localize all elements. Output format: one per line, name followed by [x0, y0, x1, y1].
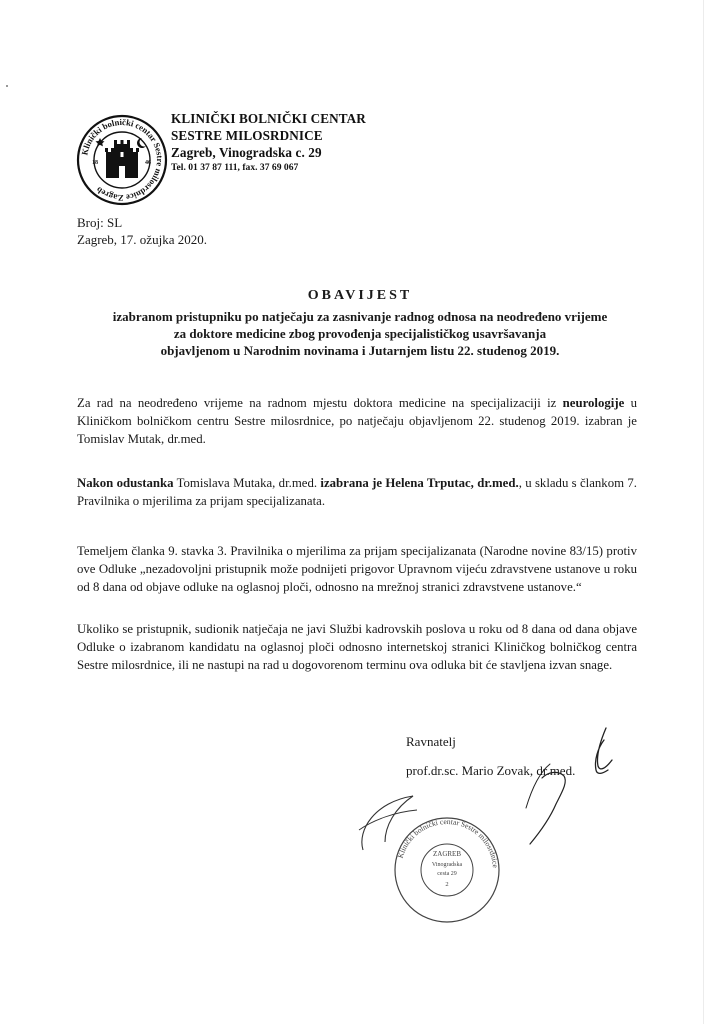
logo-year-left: 18 — [92, 160, 98, 166]
svg-text:Klinički bolnički centar Sestr — [396, 817, 500, 869]
document-subheading — [70, 308, 650, 359]
paragraph-appeal: Temeljem članka 9. stavka 3. Pravilnika o mjerilima za prijam specijalizanata (Narodne novine 83/15) protiv ove Odluke „nezadovoljni pristupnik može podnijeti prigovor Upravnom vijeću zdravstvene ustanove u roku od 8 dana od objave odluke na oglasnoj ploči, odnosno na mrežnoj stranici zdravstvene ustanove.“ — [77, 544, 637, 594]
stamp-number: 2 — [445, 881, 449, 888]
paragraph-text: , u skladu s člankom 7. Pravilnika o mjerilima za prijam specijalizanata. — [77, 476, 637, 508]
logo-year-right: 46 — [145, 160, 151, 166]
paragraph-selection — [77, 394, 637, 448]
reference-block — [77, 214, 207, 248]
paragraph-text: u Kliničkom bolničkom centru Sestre milosrdnice, po natječaju objavljenom 22. studenog 2019. izabran je Tomislav Mutak, dr.med. — [77, 396, 637, 446]
paragraph-bold-text: Nakon odustanka — [77, 476, 174, 490]
paragraph-replacement — [77, 474, 637, 510]
subheading-line: za doktore medicine zbog provođenja specijalističkog usavršavanja — [173, 326, 547, 341]
stamp-street-number: cesta 29 — [437, 871, 457, 877]
institution-name-line1: KLINIČKI BOLNIČKI CENTAR — [171, 111, 366, 126]
paragraph-text: Za rad na neodređeno vrijeme na radnom mjestu doktora medicine na specijalizaciji iz — [77, 396, 563, 410]
stamp-city: ZAGREB — [433, 850, 461, 858]
stamp-street: Vinogradska — [431, 862, 463, 868]
document-date: Zagreb, 17. ožujka 2020. — [77, 232, 207, 247]
scan-speck — [6, 85, 8, 87]
document-heading: OBAVIJEST — [307, 288, 413, 303]
selected-candidate: izabrana je Helena Trputac, dr.med. — [320, 476, 519, 490]
hospital-seal-logo — [76, 114, 168, 206]
institution-name-line2: SESTRE MILOSRDNICE — [171, 128, 323, 143]
signatory-title: Ravnatelj — [406, 734, 456, 749]
institution-phone-fax: Tel. 01 37 87 111, fax. 37 69 067 — [171, 162, 299, 173]
stamp-ring-text: Klinički bolnički centar Sestre milosrdnice — [395, 816, 500, 869]
paragraph-text: Tomislava Mutaka, dr.med. — [173, 476, 321, 490]
reference-number: Broj: SL — [77, 215, 123, 230]
specialty-name: neurologije — [562, 396, 625, 410]
subheading-line: izabranom pristupniku po natječaju za zasnivanje radnog odnosa na neodređeno vrijeme — [112, 309, 608, 324]
letterhead — [171, 110, 471, 175]
subheading-line: objavljenom u Narodnim novinama i Jutarnjem listu 22. studenog 2019. — [160, 343, 560, 358]
official-stamp — [355, 790, 505, 930]
signatory-name: prof.dr.sc. Mario Zovak, dr.med. — [406, 763, 576, 778]
institution-address: Zagreb, Vinogradska c. 29 — [171, 145, 322, 160]
page-edge-line — [703, 0, 704, 1024]
logo-ring-text: Klinički bolnički centar Sestre milosrdnice Zagreb — [79, 116, 166, 204]
paragraph-condition: Ukoliko se pristupnik, sudionik natječaja ne javi Službi kadrovskih poslova u roku od 8 dana od dana objave Odluke o izabranom kandidatu na oglasnoj ploči odnosno internetskoj stranici Kliničkog bolničkog centra Sestre milosrdnice, ili ne nastupi na rad u dogovorenom terminu ova odluka bit će stavljena izvan snage. — [77, 622, 637, 672]
